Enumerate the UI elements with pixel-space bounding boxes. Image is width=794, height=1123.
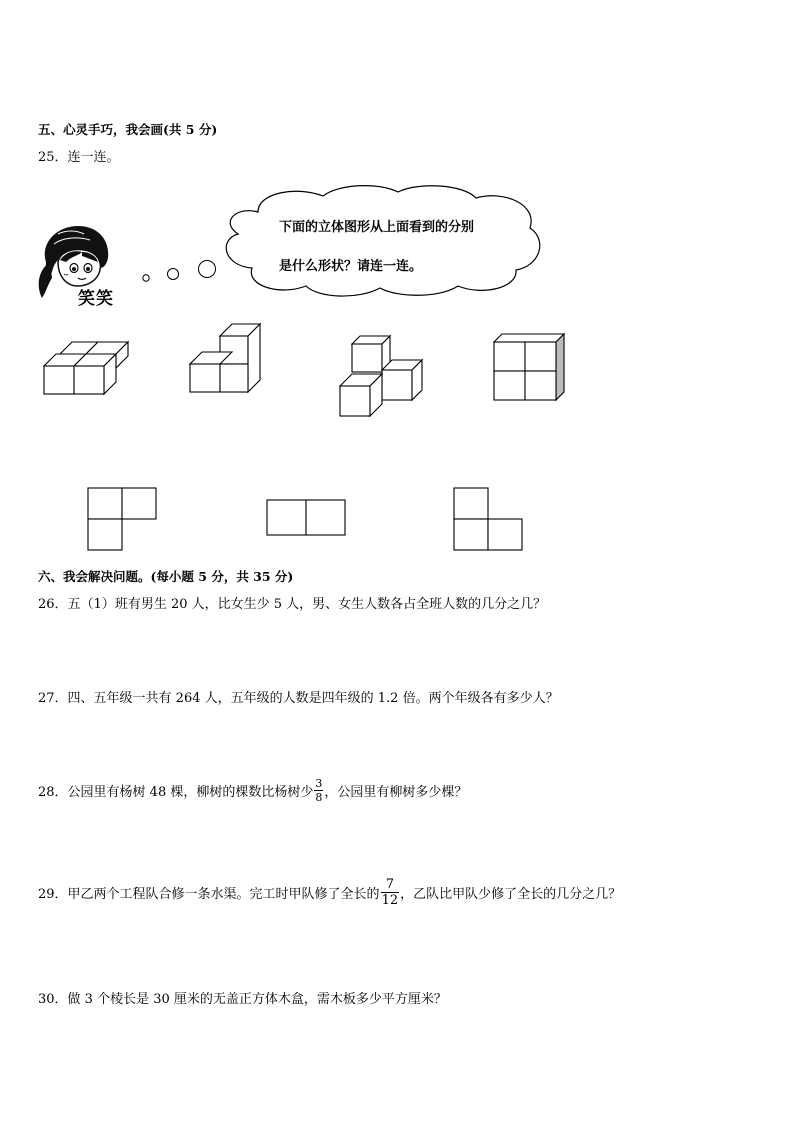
thought-bubbles-icon [140, 258, 220, 286]
section-5-title: 五、心灵手巧，我会画(共 5 分) [38, 122, 218, 137]
top-view-shape-a[interactable] [86, 486, 158, 552]
question-30-text: 做 3 个棱长是 30 厘米的无盖正方体木盒，需木板多少平方厘米？ [67, 992, 447, 1007]
speech-cloud-line-1: 下面的立体图形从上面看到的分别 [279, 220, 475, 235]
question-28-number: 28． [38, 785, 68, 800]
question-29-fraction [381, 878, 400, 907]
question-29-fraction-denominator: 12 [381, 893, 399, 908]
top-view-shape-b[interactable] [265, 498, 347, 538]
question-25 [38, 146, 120, 165]
solid-figure-2[interactable] [186, 320, 266, 398]
speech-cloud-shape [218, 182, 548, 300]
question-28-fraction-denominator: 8 [315, 791, 323, 804]
question-29-text-after: ，乙队比甲队少修了全长的几分之几？ [400, 887, 622, 902]
question-28-text-before: 公园里有杨树 48 棵，柳树的棵数比杨树少 [67, 785, 314, 800]
question-29-fraction-numerator: 7 [385, 877, 394, 892]
question-28-fraction [314, 778, 323, 803]
question-27 [38, 687, 559, 706]
question-25-text: 连一连。 [67, 150, 120, 165]
question-29-text-before: 甲乙两个工程队合修一条水渠。完工时甲队修了全长的 [67, 887, 380, 902]
question-26-number: 26． [38, 597, 68, 612]
question-28-text-after: ，公园里有柳树多少棵？ [324, 785, 468, 800]
question-30 [38, 988, 447, 1007]
solid-figure-1[interactable] [40, 336, 130, 400]
question-28 [38, 778, 467, 803]
speech-cloud-line-2: 是什么形状？请连一连。 [279, 259, 423, 274]
question-26 [38, 593, 546, 612]
question-29 [38, 878, 621, 907]
solid-figure-3[interactable] [336, 330, 432, 420]
character-name-label: 笑笑 [78, 289, 114, 309]
question-28-fraction-numerator: 3 [315, 777, 323, 790]
question-25-number: 25． [38, 150, 68, 165]
question-29-number: 29． [38, 887, 68, 902]
solid-figure-4[interactable] [490, 330, 570, 402]
question-27-text: 四、五年级一共有 264 人，五年级的人数是四年级的 1.2 倍。两个年级各有多少人？ [67, 691, 559, 706]
question-27-number: 27． [38, 691, 68, 706]
section-6-title: 六、我会解决问题。(每小题 5 分，共 35 分) [38, 569, 294, 584]
question-30-number: 30． [38, 992, 68, 1007]
question-26-text: 五（1）班有男生 20 人，比女生少 5 人，男、女生人数各占全班人数的几分之几？ [67, 597, 547, 612]
top-view-shape-c[interactable] [452, 486, 526, 552]
